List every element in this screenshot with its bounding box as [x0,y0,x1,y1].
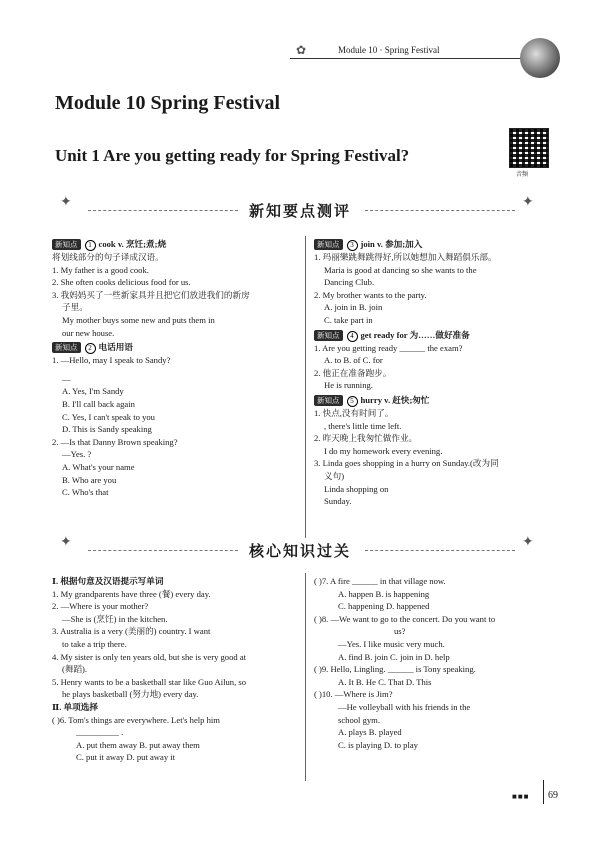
option: C. happening D. happened [338,601,430,612]
option: B. Who are you [62,474,117,485]
option: C. Who's that [62,487,109,498]
section-title: 核心知识过关 [248,542,351,560]
text-line: —Yes. I like music very much. [338,638,445,649]
text-line: __________ . [76,727,124,738]
text-line: 3. 我妈妈买了一些新家具并且把它们放进我们的新房 [52,289,250,300]
text-line: 1. Are you getting ready ______ the exam? [314,342,463,353]
question: 5. Henry wants to be a basketball star like Guo Ailun, so [52,676,247,687]
right-column-new-points [314,238,556,508]
text-line: Maria is good at dancing so she wants to the [324,264,477,275]
text-line: Linda shopping on [324,483,389,494]
text-line: 子里。 [62,302,88,313]
point-badge: 新知点 [314,395,343,406]
unit-title: Unit 1 Are you getting ready for Spring Festival? [55,146,410,165]
option: A. to B. of C. for [324,355,383,366]
point-badge: 新知点 [314,330,343,341]
question: ( )6. Tom's things are everywhere. Let's help him [52,714,220,725]
text-line: — [62,373,71,384]
text-line: us? [394,626,406,637]
option: A. plays B. played [338,727,402,738]
option: A. Yes, I'm Sandy [62,386,124,397]
column-divider [305,573,306,781]
option: A. What's your name [62,461,135,472]
question: 2. —Where is your mother? [52,601,149,612]
option: C. is playing D. to play [338,739,418,750]
sparkle-icon: ✦ [60,195,72,210]
section-heading-new-points [60,195,540,222]
footer-marks: ■■■ [512,792,530,801]
exercise-heading: Ⅰ. 根据句意及汉语提示写单词 [52,576,164,586]
text-line: —Yes. ? [62,449,92,460]
text-line: —He volleyball with his friends in the [338,701,471,712]
text-line: 义句) [324,470,345,481]
text-line: 2. 昨天晚上我匆忙做作业。 [314,433,418,444]
text-line: (舞蹈). [62,664,88,675]
sparkle-icon: ✦ [522,195,534,210]
text-line: 1. 快点,没有时间了。 [314,407,394,418]
option: C. Yes, I can't speak to you [62,411,155,422]
point-badge: 新知点 [52,342,81,353]
page-number: 69 [548,790,558,801]
text-line: 1. —Hello, may I speak to Sandy? [52,355,171,366]
header-ornament: ✿ [296,43,307,57]
point-badge: 新知点 [52,239,81,250]
sparkle-icon: ✦ [522,535,534,550]
text-line: I do my homework every evening. [324,445,443,456]
text-line: My mother buys some new and puts them in [62,314,215,325]
qr-label: 音频 [516,172,529,178]
question: ( )9. Hello, Lingling. ______ is Tony speaking. [314,664,476,675]
right-column-exercises [314,575,556,751]
text-line: 2. 他正在准备跑步。 [314,367,392,378]
dotted-rule [365,210,515,211]
point-5-heading: 新知点 5 hurry v. 赶快;匆忙 [314,394,556,407]
module-title: Module 10 Spring Festival [55,92,281,114]
text-line: Sunday. [324,496,352,507]
left-column-new-points [52,238,296,499]
question: 1. My grandparents have three (餐) every day. [52,588,211,599]
question: ( )10. —Where is Jim? [314,689,393,700]
text-line: Dancing Club. [324,277,375,288]
header-rule [290,58,522,59]
left-column-exercises [52,575,296,764]
qr-code-icon[interactable] [509,128,549,168]
section-heading-core-knowledge [60,535,540,562]
text-line: 1. 玛丽樂跳舞跳得好,所以她想加入舞蹈俱乐部。 [314,252,497,262]
dotted-rule [365,550,515,551]
text-line: —She is (烹饪) in the kitchen. [62,613,168,624]
section-title: 新知要点测评 [248,202,351,220]
question: 4. My sister is only ten years old, but she is very good at [52,651,247,662]
question: ( )8. —We want to go to the concert. Do you want to [314,613,496,624]
option: B. I'll call back again [62,398,135,409]
option: D. This is Sandy speaking [62,424,152,435]
column-divider [305,236,306,538]
point-3-heading: 新知点 3 join v. 参加;加入 [314,238,556,251]
exercise-heading: Ⅱ. 单项选择 [52,701,98,712]
option: A. join in B. join [324,302,383,313]
text-line: 2. —Is that Danny Brown speaking? [52,436,178,447]
text-line: , there's little time left. [324,420,402,431]
text-line: to take a trip there. [62,638,127,649]
option: C. put it away D. put away it [76,752,176,763]
sparkle-icon: ✦ [60,535,72,550]
text-line: school gym. [338,714,381,725]
point-1-heading: 新知点 1 cook v. 烹饪;煮;烧 [52,238,296,251]
text-line: 3. Linda goes shopping in a hurry on Sunday.(改为同 [314,458,499,469]
point-4-heading: 新知点 4 get ready for 为……做好准备 [314,329,556,342]
question: 3. Australia is a very (美丽的) country. I want [52,626,211,637]
globe-icon [520,38,560,78]
option: A. put them away B. put away them [76,739,200,750]
option: C. take part in [324,314,373,325]
option: A. It B. He C. That D. This [338,676,432,687]
option: A. find B. join C. join in D. help [338,651,450,662]
text-line: 2. She often cooks delicious food for us. [52,277,191,288]
text-line: 将划线部分的句子译成汉语。 [52,252,164,262]
running-header: Module 10 · Spring Festival [338,45,440,55]
point-badge: 新知点 [314,239,343,250]
text-line: 1. My father is a good cook. [52,264,149,275]
page-number-rule [543,780,544,804]
text-line: he plays basketball (努力地) every day. [62,689,199,700]
text-line: 2. My brother wants to the party. [314,289,427,300]
text-line: He is running. [324,380,373,391]
text-line: our new house. [62,327,115,338]
question: ( )7. A fire ______ in that village now. [314,576,446,586]
option: A. happen B. is happening [338,588,430,599]
point-2-heading: 新知点 2 电话用语 [52,341,296,354]
